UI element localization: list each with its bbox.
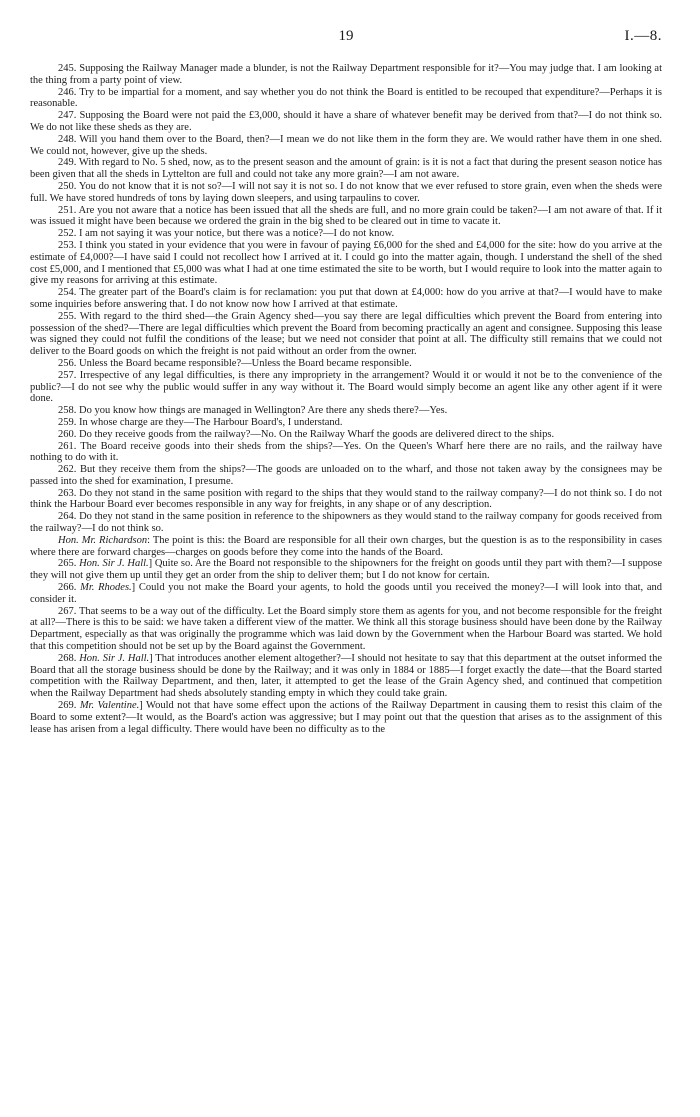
- question-number: 246.: [58, 86, 77, 98]
- question-number: 264.: [58, 511, 77, 523]
- evidence-paragraph: [30, 405, 662, 417]
- evidence-paragraph: [30, 287, 662, 311]
- question-number: 258.: [58, 405, 77, 417]
- paragraph-text: Do they receive goods from the railway?—No. On the Railway Wharf the goods are delivered direct to the ships.: [79, 428, 555, 440]
- speaker-delimiter: ]: [149, 652, 153, 664]
- speaker-name: Hon. Sir J. Hall.: [79, 652, 150, 664]
- evidence-body: [30, 63, 662, 735]
- evidence-paragraph: [30, 370, 662, 405]
- evidence-paragraph: [30, 429, 662, 441]
- question-number: 269.: [58, 700, 77, 712]
- question-number: 260.: [58, 428, 77, 440]
- paragraph-text: Unless the Board became responsible?—Unless the Board became responsible.: [79, 357, 412, 369]
- speaker-delimiter: :: [147, 534, 150, 546]
- paragraph-text: Quite so. Are the Board not responsible to the shipowners for the freight on goods until they part with them?—I suppose they will not give them up until they get an order from the ship to deliver them; but I do not know for certain.: [30, 558, 662, 582]
- speaker-name: Mr. Valentine.: [79, 700, 140, 712]
- page-number: 19: [338, 28, 354, 44]
- paragraph-text: But they receive them from the ships?—The goods are unloaded on to the wharf, and those not taken away by the consignees may be passed into the shed for examination, I presume.: [30, 464, 662, 487]
- question-number: 247.: [58, 110, 77, 122]
- paragraph-text: Supposing the Board were not paid the £3,000, should it have a share of whatever benefit may be derived from that?—I do not think so. We do not like these sheds as they are.: [30, 110, 663, 133]
- question-number: 262.: [58, 464, 77, 476]
- evidence-paragraph: [30, 87, 662, 111]
- evidence-paragraph: [30, 582, 662, 606]
- question-number: 251.: [58, 204, 77, 216]
- evidence-paragraph: [30, 511, 662, 535]
- paragraph-text: Are you not aware that a notice has been issued that all the sheds are full, and no more grain could be taken?—I am not aware of that. If it was issued it might have been because we ordered the grain in the big shed to be cleared out in time to vacate it.: [30, 204, 662, 228]
- paragraph-text: Supposing the Railway Manager made a blunder, is not the Railway Department responsible for it?—You may judge that. I am looking at the thing from a party point of view.: [30, 63, 663, 86]
- paragraph-text: Do they not stand in the same position in reference to the shipowners as they would stand to the railway company for goods received from the railway?—I do not think so.: [30, 511, 662, 535]
- evidence-paragraph: [30, 240, 662, 287]
- evidence-paragraph: [30, 464, 662, 488]
- paragraph-text: The Board receive goods into their sheds from the ships?—Yes. On the Queen's Wharf here there are no rails, and the railway have nothing to do with it.: [30, 440, 662, 464]
- paragraph-text: Would not that have some effect upon the actions of the Railway Department in causing them to resist this claim of the Board to some extent?—It would, as the Board's action was aggressive; but I may point out that the question that arises as to the assignment of this lease has arisen from a legal difficulty. There would have been no difficulty as to the: [30, 700, 663, 735]
- paragraph-text: That introduces another element altogether?—I should not hesitate to say that this department at the outset informed the Board that all the storage business should be done by the Railway; and it was only in 1884 or 1885—I forget exactly the date—that the Board started competition with the Railway Department, and then, later, it attempted to get the lease of the Grain Agency shed, and continued that competition when the Railway Department had sheds absolutely standing empty in which they could take grain.: [30, 652, 663, 700]
- evidence-paragraph: [30, 205, 662, 229]
- evidence-paragraph: [30, 558, 662, 582]
- evidence-paragraph: [30, 110, 662, 134]
- evidence-paragraph: [30, 228, 662, 240]
- speaker-delimiter: ]: [131, 582, 136, 594]
- paragraph-text: Try to be impartial for a moment, and say whether you do not think the Board is entitled to be recouped that expenditure?—Perhaps it is reasonable.: [30, 86, 663, 110]
- paragraph-text: Irrespective of any legal difficulties, is there any impropriety in the arrangement? Would it or would it not be to the convenience of the public?—I do not see why the public would suffer in any way without it. The Board would simply become an agent like any other agent if it were done.: [30, 369, 663, 405]
- question-number: 248.: [58, 133, 77, 145]
- paragraph-text: Do you know how things are managed in Wellington? Are there any sheds there?—Yes.: [79, 405, 448, 417]
- evidence-paragraph: [30, 417, 662, 429]
- question-number: 259.: [58, 416, 77, 428]
- evidence-paragraph: [30, 441, 662, 465]
- question-number: 255.: [58, 310, 77, 322]
- question-number: 256.: [58, 357, 77, 369]
- question-number: 268.: [58, 652, 77, 664]
- question-number: 261.: [58, 440, 77, 452]
- speaker-delimiter: ]: [139, 700, 143, 712]
- paragraph-text: The point is this: the Board are responsible for all their own charges, but the question is as to the responsibility in cases where there are forward charges—charges on goods before they come into the hands of the Board.: [30, 534, 663, 558]
- paragraph-text: The greater part of the Board's claim is for reclamation: you put that down at £4,000: how do you arrive at that?—I would have to make some inquiries before answering that. I do not know now how I arrived at that estimate.: [30, 287, 662, 310]
- paragraph-text: With regard to the third shed—the Grain Agency shed—you say there are legal difficulties which prevent the Board from entering into possession of the shed?—There are legal difficulties which prevent the Board from becoming practically an agent and consignee. Supposing this lease was signed they could not fulfil the conditions of the lease; but we need not consider that point at all. The difficulty still remains that we could not deliver to the Board goods on which the freight is not paid without an order from the owner.: [30, 310, 663, 358]
- question-number: 263.: [58, 487, 77, 499]
- evidence-paragraph: [30, 653, 662, 700]
- question-number: 253.: [58, 239, 77, 251]
- page-header: [30, 24, 662, 48]
- evidence-paragraph: [30, 358, 662, 370]
- paragraph-text: Do they not stand in the same position with regard to the ships that they would stand to the railway company?—I do not think so. I do not think the Harbour Board ever becomes responsible in any way for freights, in any shape or of any description.: [30, 487, 663, 511]
- paragraph-text: You do not know that it is not so?—I will not say it is not so. I do not know that we ever refused to store grain, even when the sheds were full. We have stored hundreds of tons by laying down sleepers, and using tarpaulins to cover.: [30, 180, 662, 204]
- question-number: 257.: [58, 369, 77, 381]
- paragraph-text: Could you not make the Board your agents, to hold the goods until you received the money?—I will look into that, and consider it.: [30, 582, 663, 605]
- question-number: 245.: [58, 63, 77, 74]
- question-number: 252.: [58, 228, 77, 240]
- speaker-name: Hon. Sir J. Hall.: [79, 558, 149, 570]
- evidence-paragraph: [30, 63, 662, 87]
- paragraph-text: Will you hand them over to the Board, then?—I mean we do not like them in the form they are. We would rather have them in one shed. We could not, however, give up the sheds.: [30, 133, 662, 157]
- evidence-paragraph: [30, 700, 662, 735]
- paragraph-text: I am not saying it was your notice, but there was a notice?—I do not know.: [79, 228, 395, 240]
- question-number: 249.: [58, 157, 77, 169]
- speaker-delimiter: ]: [148, 558, 153, 570]
- paragraph-text: With regard to No. 5 shed, now, as to the present season and the amount of grain: is it is not a fact that during the present season notice has been given that all the sheds in Lyttelton are full and could not take any more grain?—I am not aware.: [30, 157, 662, 181]
- evidence-paragraph: [30, 181, 662, 205]
- question-number: 250.: [58, 180, 77, 192]
- evidence-paragraph: [30, 535, 662, 559]
- speaker-name: Mr. Rhodes.: [80, 582, 132, 594]
- question-number: 254.: [58, 287, 77, 299]
- evidence-paragraph: [30, 488, 662, 512]
- question-number: 267.: [58, 605, 77, 617]
- paragraph-text: In whose charge are they—The Harbour Board's, I understand.: [79, 416, 343, 428]
- evidence-paragraph: [30, 311, 662, 358]
- evidence-paragraph: [30, 134, 662, 158]
- evidence-paragraph: [30, 606, 662, 653]
- evidence-paragraph: [30, 157, 662, 181]
- question-number: 266.: [58, 582, 77, 594]
- document-reference: I.—8.: [624, 28, 662, 44]
- paragraph-text: That seems to be a way out of the difficulty. Let the Board simply store them as agents for you, and not become responsible for the freight at all?—There is this to be said: we have taken a different view of the matter. We think all this storage business should have been done by the Railway Department, especially as that was originally the programme which was laid down by the Government when the Harbour Board was started. We hold that this competition should not be set up by the Board against the Government.: [30, 605, 662, 653]
- speaker-name: Hon. Mr. Richardson: [58, 534, 148, 546]
- paragraph-text: I think you stated in your evidence that you were in favour of paying £6,000 for the shed and £4,000 for the site: how do you arrive at the estimate of £4,000?—I have said I could not recollect how I arrived at it. I could go into the matter again, though. I understand the shell of the shed cost £5,000, and I mentioned that £5,000 was what I had at one time estimated the site to be worth, but I would require to look into the matter again to give my reasons for arriving at this estimate.: [30, 239, 663, 287]
- question-number: 265.: [58, 558, 77, 570]
